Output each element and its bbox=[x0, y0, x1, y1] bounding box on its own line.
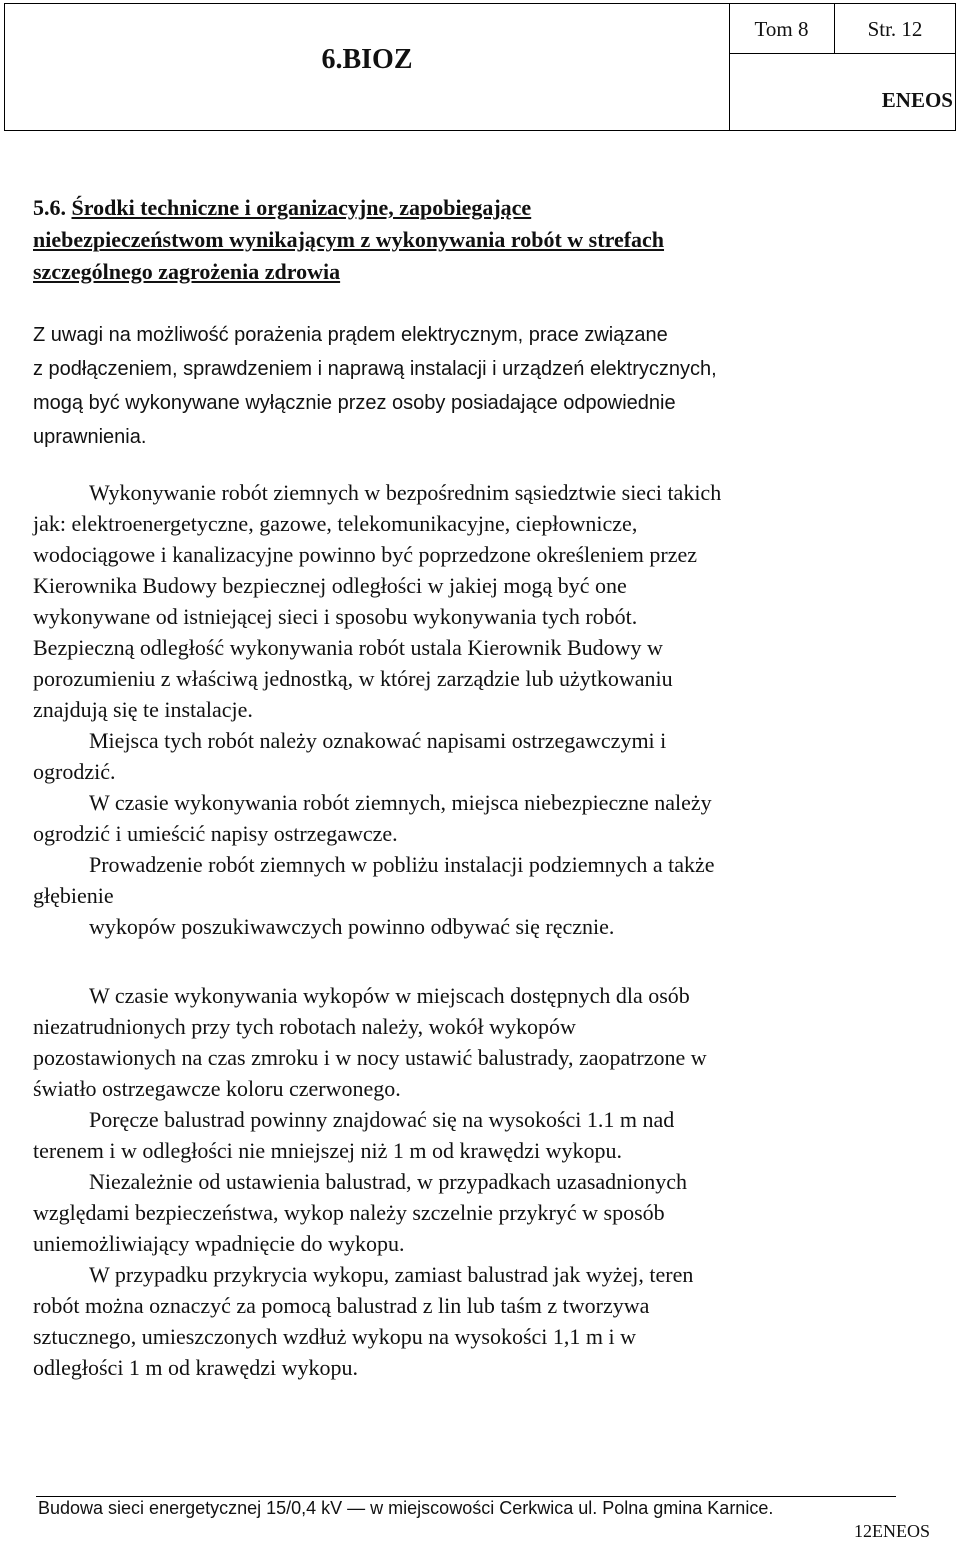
intro-paragraph: Z uwagi na możliwość porażenia prądem elektrycznym, prace związane z podłączeniem, sprawdzeniem i naprawą instalacji i urządzeń elektrycznych, mogą być wykonywane wyłącznie przez osoby posiadające odpowiednie uprawnienia. bbox=[33, 324, 717, 448]
heading-line-2: niebezpieczeństwom wynikającym z wykonywania robót w strefach bbox=[33, 227, 665, 252]
header-title-cell bbox=[5, 4, 730, 130]
heading-text-1: Środki techniczne i organizacyjne, zapobiegające bbox=[71, 195, 532, 220]
heading-line-1 bbox=[33, 192, 933, 224]
paragraph-block-2: W czasie wykonywania wykopów w miejscach dostępnych dla osób niezatrudnionych przy tych robotach należy, wokół wykopów pozostawionych na czas zmroku i w nocy ustawić balustrady, zaopatrzone w światło ostrzegawcze koloru czerwonego. Poręcze balustrad powinny znajdować się na wysokości 1.1 m nad terenem i w odległości nie mniejszej niż 1 m od krawędzi wykopu. Niezależnie od ustawienia balustrad, w przypadkach uzasadnionych względami bezpieczeństwa, wykop należy szczelnie przykryć w sposób uniemożliwiający wpadnięcie do wykopu. W przypadku przykrycia wykopu, zamiast balustrad jak wyżej, teren robót można oznaczyć za pomocą balustrad z lin lub taśm z tworzywa sztucznego, umieszczonych wzdłuż wykopu na wysokości 1,1 m i w odległości 1 m od krawędzi wykopu. bbox=[33, 983, 707, 1380]
document-header bbox=[4, 3, 956, 131]
page-label: Str. 12 bbox=[835, 4, 955, 54]
heading-line-3: szczególnego zagrożenia zdrowia bbox=[33, 259, 341, 284]
document-title: 6.BIOZ bbox=[321, 44, 413, 75]
paragraph-block-1: Wykonywanie robót ziemnych w bezpośrednim sąsiedztwie sieci takich jak: elektroenergetyczne, gazowe, telekomunikacyjne, ciepłownicze, wodociągowe i kanalizacyjne powinno być poprzedzone określeniem przez Kierownika Budowy bezpiecznej odległości w jakiej mogą być one wykonywane od istniejącej sieci i sposobu wykonywania tych robót. Bezpieczną odległość wykonywania robót ustala Kierownik Budowy w porozumieniu z właściwą jednostką, w której zarządzie lub użytkowaniu znajdują się te instalacje. Miejsca tych robót należy oznakować napisami ostrzegawczymi i ogrodzić. W czasie wykonywania robót ziemnych, miejsca niebezpieczne należy ogrodzić i umieścić napisy ostrzegawcze. Prowadzenie robót ziemnych w pobliżu instalacji podziemnych a także głębienie wykopów poszukiwawczych powinno odbywać się ręcznie. bbox=[33, 480, 722, 939]
section-number: 5.6. bbox=[33, 195, 66, 220]
footer-text: Budowa sieci energetycznej 15/0,4 kV — w miejscowości Cerkwica ul. Polna gmina Karnice. bbox=[38, 1498, 774, 1518]
footer-page: 12ENEOS bbox=[854, 1521, 930, 1541]
section-heading bbox=[33, 192, 933, 288]
volume-label: Tom 8 bbox=[729, 4, 835, 54]
company-label: ENEOS bbox=[881, 88, 953, 112]
